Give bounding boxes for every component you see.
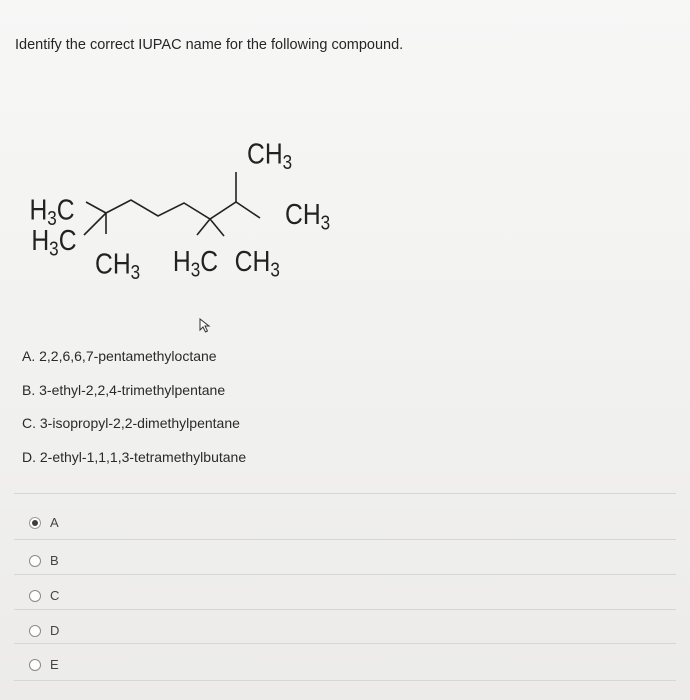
radio-choice-a[interactable] bbox=[29, 515, 59, 530]
label-ch3-right: CH3 bbox=[285, 198, 331, 234]
molecule-structure bbox=[0, 130, 360, 300]
divider bbox=[14, 493, 676, 494]
divider bbox=[14, 643, 676, 644]
option-text-d: D. 2-ethyl-1,1,1,3-tetramethylbutane bbox=[22, 448, 247, 465]
option-text-a: A. 2,2,6,6,7-pentamethyloctane bbox=[22, 348, 217, 364]
radio-button[interactable] bbox=[29, 590, 41, 602]
label-h3c-upper: H3C bbox=[29, 193, 75, 230]
divider bbox=[14, 539, 676, 540]
label-ch3-bottom-left: CH3 bbox=[94, 247, 141, 284]
option-text-b: B. 3-ethyl-2,2,4-trimethylpentane bbox=[22, 381, 226, 398]
radio-button-selected[interactable] bbox=[29, 517, 41, 529]
radio-choice-e[interactable] bbox=[29, 657, 59, 672]
choice-label: A bbox=[50, 515, 59, 530]
answer-options-list bbox=[22, 347, 246, 481]
choice-label: B bbox=[50, 553, 59, 568]
radio-choice-b[interactable] bbox=[29, 553, 59, 568]
skeletal-bonds bbox=[84, 172, 260, 236]
choice-label: C bbox=[50, 588, 60, 603]
divider bbox=[14, 574, 676, 575]
divider bbox=[14, 609, 676, 610]
divider bbox=[14, 680, 676, 681]
question-prompt: Identify the correct IUPAC name for the following compound. bbox=[15, 37, 404, 53]
mouse-pointer-icon bbox=[198, 318, 212, 334]
label-ch3-top: CH3 bbox=[247, 137, 293, 174]
choice-label: D bbox=[50, 623, 60, 638]
radio-button[interactable] bbox=[29, 659, 41, 671]
label-h3c-bottom: H3C bbox=[172, 245, 219, 282]
radio-button[interactable] bbox=[29, 555, 41, 567]
radio-choice-d[interactable] bbox=[29, 623, 59, 638]
label-h3c-lower: H3C bbox=[31, 223, 77, 260]
label-ch3-bottom-right: CH3 bbox=[234, 245, 280, 282]
radio-choice-c[interactable] bbox=[29, 588, 59, 603]
choice-label: E bbox=[50, 657, 59, 672]
option-text-c: C. 3-isopropyl-2,2-dimethylpentane bbox=[22, 415, 240, 431]
radio-button[interactable] bbox=[29, 625, 41, 637]
